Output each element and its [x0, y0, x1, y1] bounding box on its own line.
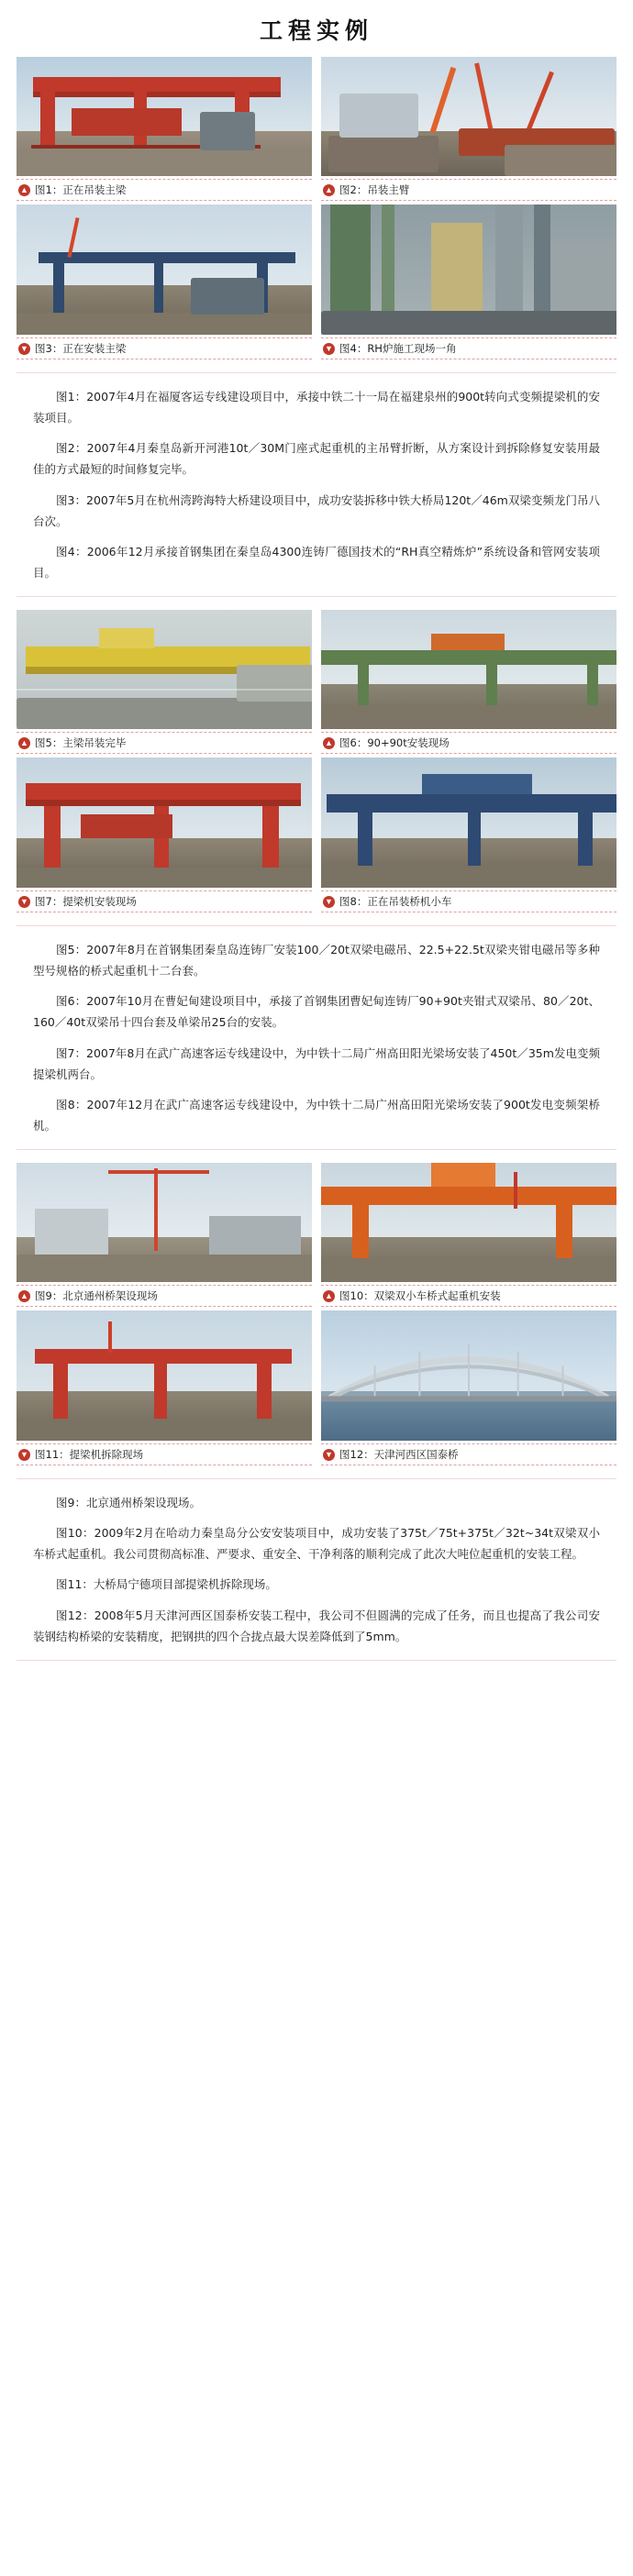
photo-section-3 — [17, 1163, 616, 1469]
photo-cell — [17, 57, 316, 205]
photo-caption: 图2：吊装主臂 — [339, 183, 410, 196]
arrow-marker-icon: ▼ — [18, 1449, 30, 1461]
photo-red-gantry-large — [17, 757, 312, 888]
arrow-marker-icon: ▼ — [18, 896, 30, 908]
photo-caption: 图5：主梁吊装完毕 — [35, 736, 127, 749]
photo-blue-gantry-site — [17, 205, 312, 335]
photo-orange-portal-crane — [321, 1163, 616, 1282]
caption-row — [17, 732, 312, 754]
arrow-marker-icon: ▲ — [18, 737, 30, 749]
photo-caption: 图6：90+90t安装现场 — [339, 736, 450, 749]
text-block-1 — [17, 372, 616, 597]
photo-cell — [17, 610, 316, 757]
paragraph: 图6：2007年10月在曹妃甸建设项目中，承接了首钢集团曹妃甸连铸厂90+90t夹钳式双梁吊、80／20t、160／40t双梁吊十四台套及单梁吊25台的安装。 — [33, 994, 600, 1030]
photo-cell — [316, 205, 616, 363]
photo-tower-crane-site — [17, 1163, 312, 1282]
arrow-marker-icon: ▲ — [18, 1290, 30, 1302]
arrow-marker-icon: ▲ — [323, 737, 335, 749]
caption-row — [17, 179, 312, 201]
photo-caption: 图8：正在吊装桥机小车 — [339, 895, 452, 908]
caption-row — [17, 337, 312, 359]
caption-row — [17, 1443, 312, 1465]
caption-row — [321, 179, 616, 201]
caption-row — [321, 337, 616, 359]
photo-arch-bridge-river — [321, 1310, 616, 1441]
caption-row — [321, 732, 616, 754]
arrow-marker-icon: ▲ — [323, 1290, 335, 1302]
arrow-marker-icon: ▼ — [323, 343, 335, 355]
arrow-marker-icon: ▼ — [323, 1449, 335, 1461]
page-title-wrap — [0, 0, 633, 57]
photo-section-1 — [17, 57, 616, 363]
photo-cell — [316, 610, 616, 757]
paragraph: 图12：2008年5月天津河西区国泰桥安装工程中，我公司不但圆满的完成了任务，而且也提高了我公司安装钢结构桥梁的安装精度，把钢拱的四个合拢点最大误差降低到了5mm。 — [33, 1608, 600, 1643]
paragraph: 图7：2007年8月在武广高速客运专线建设中，为中铁十二局广州高田阳光梁场安装了450t／35m发电变频提梁机两台。 — [33, 1045, 600, 1081]
caption-row — [17, 1285, 312, 1307]
photo-caption: 图3：正在安装主梁 — [35, 342, 127, 355]
photo-cell — [316, 57, 616, 205]
photo-cell — [17, 1163, 316, 1310]
paragraph: 图11：大桥局宁德项目部提梁机拆除现场。 — [56, 1577, 277, 1592]
text-block-3 — [17, 1478, 616, 1661]
photo-cell — [17, 1310, 316, 1469]
photo-yellow-overhead-crane — [17, 610, 312, 729]
arrow-marker-icon: ▼ — [18, 343, 30, 355]
photo-cell — [17, 205, 316, 363]
paragraph: 图8：2007年12月在武广高速客运专线建设中，为中铁十二局广州高田阳光梁场安装了900t发电变频架桥机。 — [33, 1097, 600, 1133]
photo-caption: 图12：天津河西区国泰桥 — [339, 1448, 459, 1461]
photo-crane-boom-lift — [321, 57, 616, 176]
photo-caption: 图4：RH炉施工现场一角 — [339, 342, 457, 355]
photo-caption: 图1：正在吊装主梁 — [35, 183, 127, 196]
photo-cell — [316, 1310, 616, 1469]
photo-blue-gantry-trolley — [321, 757, 616, 888]
paragraph: 图3：2007年5月在杭州湾跨海特大桥建设项目中，成功安装拆移中铁大桥局120t／46m双梁变频龙门吊八台次。 — [33, 492, 600, 528]
paragraph: 图9：北京通州桥架设现场。 — [56, 1496, 201, 1509]
photo-caption: 图11：提梁机拆除现场 — [35, 1448, 144, 1461]
paragraph: 图2：2007年4月秦皇岛新开河港10t／30M门座式起重机的主吊臂折断，从方案设计到拆除修复安装用最佳的方式最短的时间修复完毕。 — [33, 441, 600, 477]
photo-cell — [316, 1163, 616, 1310]
paragraph: 图4：2006年12月承接首钢集团在秦皇岛4300连铸厂德国技术的“RH真空精炼炉”系统设备和管网安装项目。 — [33, 544, 600, 580]
caption-row — [321, 890, 616, 912]
caption-row — [321, 1285, 616, 1307]
paragraph: 图1：2007年4月在福厦客运专线建设项目中，承接中铁二十一局在福建泉州的900t转向式变频提梁机的安装项目。 — [33, 390, 600, 426]
arrow-marker-icon: ▼ — [323, 896, 335, 908]
photo-caption: 图9：北京通州桥架设现场 — [35, 1289, 158, 1302]
paragraph: 图10：2009年2月在哈动力秦皇岛分公安安装项目中，成功安装了375t／75t+375t／32t~34t双梁双小车桥式起重机。我公司贯彻高标准、严要求、重安全、干净利落的顺利完成了此次大吨位起重机的安装工程。 — [33, 1526, 600, 1562]
arrow-marker-icon: ▲ — [18, 184, 30, 196]
photo-section-2 — [17, 610, 616, 916]
photo-red-gantry-dismantle — [17, 1310, 312, 1441]
photo-red-gantry-yard — [17, 57, 312, 176]
photo-cell — [17, 757, 316, 916]
arrow-marker-icon: ▲ — [323, 184, 335, 196]
photo-caption: 图10：双梁双小车桥式起重机安装 — [339, 1289, 501, 1302]
paragraph: 图5：2007年8月在首钢集团秦皇岛连铸厂安装100／20t双梁电磁吊、22.5+22.5t双梁夹钳电磁吊等多种型号规格的桥式起重机十二台套。 — [33, 943, 600, 978]
text-block-2 — [17, 925, 616, 1150]
caption-row — [321, 1443, 616, 1465]
photo-caption: 图7：提梁机安装现场 — [35, 895, 137, 908]
photo-green-bridge-crane — [321, 610, 616, 729]
page-title: 工程实例 — [259, 17, 373, 44]
photo-rh-furnace-interior — [321, 205, 616, 335]
photo-cell — [316, 757, 616, 916]
caption-row — [17, 890, 312, 912]
